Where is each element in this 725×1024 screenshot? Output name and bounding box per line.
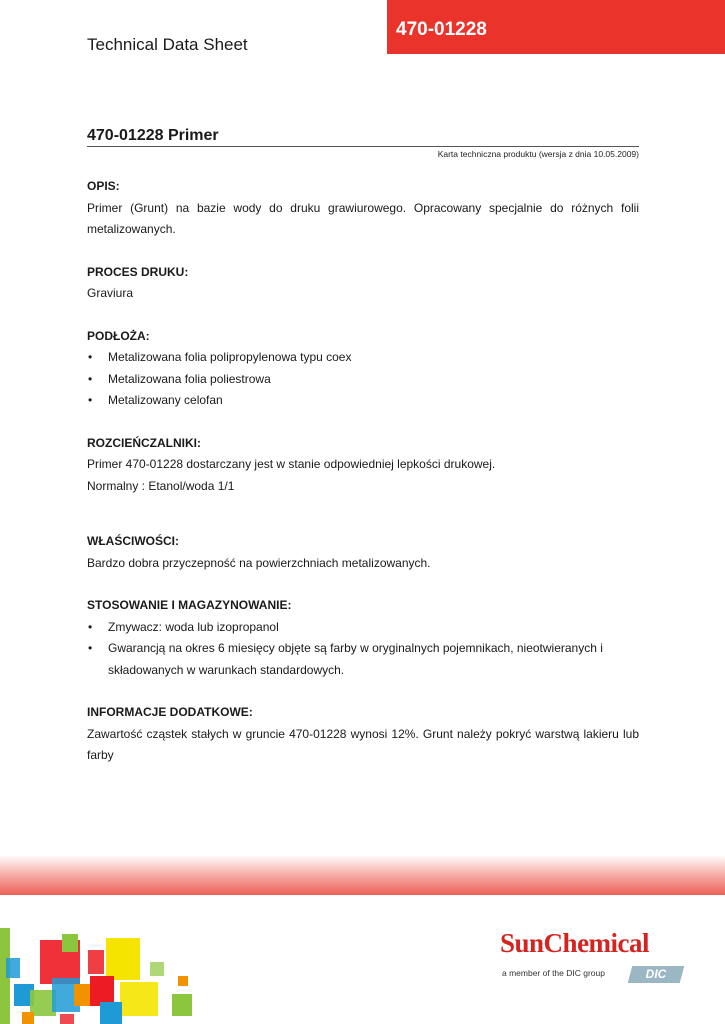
substrate-list	[87, 347, 639, 412]
section-heading-wlasciwosci: WŁAŚCIWOŚCI:	[87, 534, 179, 548]
section-heading-stosowanie: STOSOWANIE I MAGAZYNOWANIE:	[87, 598, 292, 612]
list-item: • Gwarancją na okres 6 miesięcy objęte są farby w oryginalnych pojemnikach, nieotwieranych i składowanych w warunkach standardowych.	[87, 638, 639, 681]
section-text-rozcienczalniki-1: Primer 470-01228 dostarczany jest w stanie odpowiedniej lepkości drukowej.	[87, 457, 496, 471]
dic-logo-icon	[628, 966, 685, 983]
list-item: • Zmywacz: woda lub izopropanol	[87, 617, 639, 639]
version-note: Karta techniczna produktu (wersja z dnia 10.05.2009)	[437, 149, 639, 159]
document-type: Technical Data Sheet	[87, 35, 248, 54]
brand-tagline: a member of the DIC group	[502, 968, 605, 978]
title-divider	[87, 146, 639, 147]
list-item: • Metalizowany celofan	[87, 390, 639, 412]
section-heading-podloza: PODŁOŻA:	[87, 328, 150, 343]
section-heading-informacje: INFORMACJE DODATKOWE:	[87, 705, 253, 719]
list-item: • Metalizowana folia polipropylenowa typu coex	[87, 347, 639, 369]
sun-chemical-logo	[500, 928, 690, 990]
list-item: • Metalizowana folia poliestrowa	[87, 369, 639, 391]
storage-list	[87, 617, 639, 682]
section-text-wlasciwosci: Bardzo dobra przyczepność na powierzchniach metalizowanych.	[87, 555, 431, 570]
section-heading-rozcienczalniki: ROZCIEŃCZALNIKI:	[87, 435, 201, 450]
footer-gradient-band	[0, 855, 725, 895]
brand-name: SunChemical	[500, 928, 650, 958]
section-text-proces: Graviura	[87, 286, 134, 300]
section-text-informacje: Zawartość cząstek stałych w gruncie 470-01228 wynosi 12%. Grunt należy pokryć warstwą lakieru lub farby	[87, 726, 639, 762]
section-text-opis: Primer (Grunt) na bazie wody do druku grawiurowego. Opracowany specjalnie do różnych folii metalizowanych.	[87, 200, 639, 236]
product-code-banner	[387, 0, 725, 54]
section-text-rozcienczalniki-2: Normalny : Etanol/woda 1/1	[87, 478, 235, 493]
decorative-squares-graphic	[0, 928, 200, 1024]
page-title: 470-01228 Primer	[87, 127, 219, 144]
document-body	[87, 176, 639, 767]
product-code: 470-01228	[396, 19, 487, 40]
dic-label: DIC	[645, 967, 667, 981]
section-heading-opis: OPIS:	[87, 179, 120, 193]
section-heading-proces: PROCES DRUKU:	[87, 264, 189, 279]
